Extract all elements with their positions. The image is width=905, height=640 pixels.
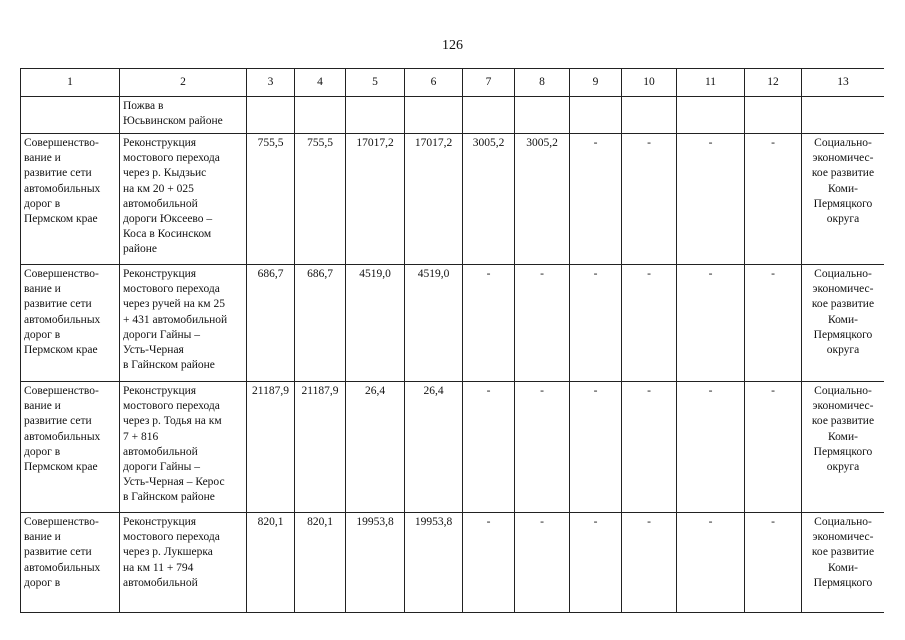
value-cell bbox=[295, 134, 346, 265]
value-cell bbox=[745, 265, 802, 382]
cell-text: - bbox=[486, 385, 491, 397]
program-purpose-cell bbox=[802, 97, 885, 134]
table-body bbox=[21, 69, 885, 613]
value-cell bbox=[346, 265, 405, 382]
column-header-1: 1 bbox=[21, 69, 120, 97]
cell-text: Социально- экономичес- кое развитие Коми- Пермяцкого округа bbox=[811, 137, 875, 226]
cell-text: 21187,9 bbox=[252, 385, 289, 397]
cell-text: - bbox=[771, 385, 775, 397]
program-purpose-cell bbox=[802, 513, 885, 613]
cell-text: 17017,2 bbox=[414, 137, 453, 149]
column-header-9: 9 bbox=[570, 69, 622, 97]
value-cell bbox=[622, 382, 677, 513]
program-cell bbox=[21, 513, 120, 613]
table-header-row bbox=[21, 69, 885, 97]
cell-text: Совершенство- вание и развитие сети автомобильных дорог в Пермском крае bbox=[24, 385, 101, 474]
cell-text: 686,7 bbox=[257, 268, 284, 280]
cell-text: - bbox=[593, 516, 598, 528]
value-cell bbox=[295, 382, 346, 513]
value-cell bbox=[346, 382, 405, 513]
cell-text: Реконструкция мостового перехода через р. Лукшерка на км 11 + 794 автомобильной bbox=[123, 516, 220, 589]
value-cell bbox=[515, 97, 570, 134]
program-purpose-cell bbox=[802, 265, 885, 382]
value-cell bbox=[247, 97, 295, 134]
value-cell bbox=[295, 513, 346, 613]
value-cell bbox=[677, 134, 745, 265]
cell-text: 4519,0 bbox=[417, 268, 450, 280]
column-header-8: 8 bbox=[515, 69, 570, 97]
program-cell bbox=[21, 382, 120, 513]
cell-text: 820,1 bbox=[307, 516, 333, 528]
data-table-container bbox=[20, 68, 884, 640]
object-description-cell bbox=[120, 97, 247, 134]
cell-text: - bbox=[593, 385, 598, 397]
column-header-13: 13 bbox=[802, 69, 885, 97]
cell-text: - bbox=[486, 516, 491, 528]
data-table bbox=[20, 68, 884, 613]
value-cell bbox=[622, 265, 677, 382]
cell-text: - bbox=[771, 137, 775, 149]
cell-text: Социально- экономичес- кое развитие Коми- Пермяцкого bbox=[811, 516, 875, 589]
cell-text: 26,4 bbox=[423, 385, 444, 397]
column-header-10: 10 bbox=[622, 69, 677, 97]
value-cell bbox=[677, 382, 745, 513]
cell-text: Совершенство- вание и развитие сети автомобильных дорог в Пермском крае bbox=[24, 268, 101, 357]
value-cell bbox=[463, 265, 515, 382]
value-cell bbox=[570, 97, 622, 134]
cell-text: - bbox=[540, 268, 544, 280]
value-cell bbox=[405, 134, 463, 265]
cell-text: 19953,8 bbox=[414, 516, 453, 528]
value-cell bbox=[515, 513, 570, 613]
value-cell bbox=[745, 97, 802, 134]
cell-text: 21187,9 bbox=[301, 385, 339, 397]
value-cell bbox=[247, 382, 295, 513]
cell-text: 755,5 bbox=[307, 137, 333, 149]
program-cell bbox=[21, 134, 120, 265]
cell-text: Совершенство- вание и развитие сети автомобильных дорог в bbox=[24, 516, 101, 589]
table-row bbox=[21, 134, 885, 265]
value-cell bbox=[295, 265, 346, 382]
value-cell bbox=[745, 134, 802, 265]
column-header-2: 2 bbox=[120, 69, 247, 97]
cell-text: Реконструкция мостового перехода через р. Тодья на км 7 + 816 автомобильной дороги Гайны – Усть-Черная – Керос в Гайнском районе bbox=[123, 385, 225, 504]
cell-text: Реконструкция мостового перехода через р. Кыдзьис на км 20 + 025 автомобильной дороги Юксеево – Коса в Косинском районе bbox=[123, 137, 220, 256]
value-cell bbox=[677, 265, 745, 382]
column-header-6: 6 bbox=[405, 69, 463, 97]
cell-text: - bbox=[647, 516, 651, 528]
cell-text: Совершенство- вание и развитие сети автомобильных дорог в Пермском крае bbox=[24, 137, 101, 226]
value-cell bbox=[515, 265, 570, 382]
column-header-4: 4 bbox=[295, 69, 346, 97]
value-cell bbox=[405, 513, 463, 613]
object-description-cell bbox=[120, 265, 247, 382]
value-cell bbox=[405, 265, 463, 382]
value-cell bbox=[405, 382, 463, 513]
cell-text: - bbox=[593, 268, 598, 280]
table-row bbox=[21, 382, 885, 513]
value-cell bbox=[515, 382, 570, 513]
table-row bbox=[21, 265, 885, 382]
cell-text: - bbox=[771, 268, 775, 280]
cell-text: - bbox=[647, 268, 651, 280]
object-description-cell bbox=[120, 134, 247, 265]
value-cell bbox=[622, 513, 677, 613]
value-cell bbox=[745, 513, 802, 613]
value-cell bbox=[622, 97, 677, 134]
cell-text: 26,4 bbox=[364, 385, 386, 397]
cell-text: - bbox=[708, 385, 713, 397]
value-cell bbox=[346, 97, 405, 134]
column-header-5: 5 bbox=[346, 69, 405, 97]
cell-text: Социально- экономичес- кое развитие Коми- Пермяцкого округа bbox=[811, 268, 875, 357]
column-header-7: 7 bbox=[463, 69, 515, 97]
value-cell bbox=[346, 134, 405, 265]
program-purpose-cell bbox=[802, 382, 885, 513]
value-cell bbox=[295, 97, 346, 134]
cell-text: - bbox=[540, 516, 544, 528]
value-cell bbox=[463, 97, 515, 134]
page-number: 126 bbox=[442, 38, 463, 53]
cell-text: - bbox=[486, 268, 491, 280]
cell-text: Реконструкция мостового перехода через ручей на км 25 + 431 автомобильной дороги Гайны – Усть-Черная в Гайнском районе bbox=[123, 268, 228, 372]
value-cell bbox=[570, 382, 622, 513]
value-cell bbox=[463, 382, 515, 513]
cell-text: - bbox=[593, 137, 598, 149]
cell-text: - bbox=[647, 137, 651, 149]
value-cell bbox=[247, 134, 295, 265]
value-cell bbox=[570, 134, 622, 265]
table-row bbox=[21, 97, 885, 134]
column-header-3: 3 bbox=[247, 69, 295, 97]
value-cell bbox=[515, 134, 570, 265]
program-purpose-cell bbox=[802, 134, 885, 265]
cell-text: 4519,0 bbox=[359, 268, 391, 280]
value-cell bbox=[247, 265, 295, 382]
object-description-cell bbox=[120, 513, 247, 613]
value-cell bbox=[745, 382, 802, 513]
cell-text: 3005,2 bbox=[472, 137, 505, 149]
object-description-cell bbox=[120, 382, 247, 513]
value-cell bbox=[346, 513, 405, 613]
cell-text: 820,1 bbox=[257, 516, 284, 528]
cell-text: Социально- экономичес- кое развитие Коми- Пермяцкого округа bbox=[811, 385, 875, 474]
cell-text: - bbox=[708, 268, 713, 280]
value-cell bbox=[247, 513, 295, 613]
program-cell bbox=[21, 265, 120, 382]
program-cell bbox=[21, 97, 120, 134]
value-cell bbox=[463, 513, 515, 613]
cell-text: - bbox=[708, 516, 713, 528]
value-cell bbox=[405, 97, 463, 134]
column-header-12: 12 bbox=[745, 69, 802, 97]
column-header-11: 11 bbox=[677, 69, 745, 97]
cell-text: - bbox=[771, 516, 775, 528]
cell-text: 3005,2 bbox=[526, 137, 558, 149]
cell-text: 755,5 bbox=[257, 137, 284, 149]
cell-text: 17017,2 bbox=[356, 137, 394, 149]
value-cell bbox=[570, 265, 622, 382]
cell-text: - bbox=[708, 137, 713, 149]
cell-text: - bbox=[540, 385, 544, 397]
table-row bbox=[21, 513, 885, 613]
cell-text: 19953,8 bbox=[356, 516, 394, 528]
value-cell bbox=[677, 513, 745, 613]
value-cell bbox=[570, 513, 622, 613]
cell-text: 686,7 bbox=[307, 268, 333, 280]
value-cell bbox=[677, 97, 745, 134]
cell-text: Пожва в Юсьвинском районе bbox=[123, 100, 223, 128]
cell-text: - bbox=[647, 385, 651, 397]
value-cell bbox=[622, 134, 677, 265]
value-cell bbox=[463, 134, 515, 265]
